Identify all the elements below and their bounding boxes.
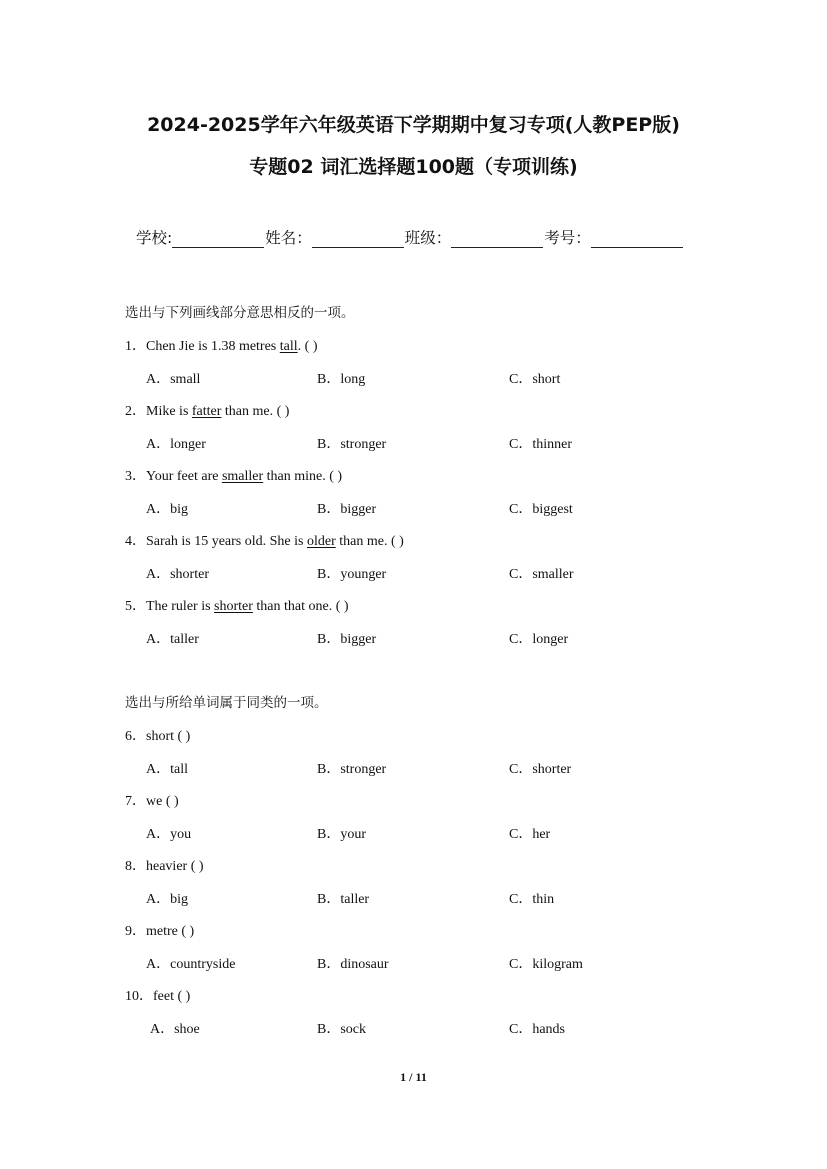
underlined-word: tall <box>279 339 298 354</box>
class-label: 班级： <box>404 229 452 247</box>
option-b[interactable]: B．long <box>317 372 366 387</box>
option-b[interactable]: B．younger <box>317 567 387 582</box>
underlined-word: fatter <box>191 404 222 419</box>
question-stem: 3．Your feet are smaller than mine. ( ) <box>125 469 343 484</box>
option-b[interactable]: B．taller <box>317 892 370 907</box>
question-stem: 10．feet ( ) <box>125 989 191 1004</box>
option-a[interactable]: A．big <box>146 892 188 907</box>
option-a[interactable]: A．tall <box>146 762 188 777</box>
name-blank[interactable] <box>312 230 404 248</box>
option-a[interactable]: A．small <box>146 372 201 387</box>
question-stem: 9．metre ( ) <box>125 924 195 939</box>
underlined-word: older <box>306 534 336 549</box>
option-a[interactable]: A．big <box>146 502 188 517</box>
option-c[interactable]: C．hands <box>509 1022 565 1037</box>
option-c[interactable]: C．short <box>509 372 561 387</box>
underlined-word: shorter <box>214 599 253 614</box>
question-stem: 5．The ruler is shorter than that one. ( ) <box>125 599 349 614</box>
option-c[interactable]: C．thinner <box>509 437 572 452</box>
option-c[interactable]: C．smaller <box>509 567 574 582</box>
document-title: 2024-2025学年六年级英语下学期期中复习专项(人教PEP版) <box>147 114 680 136</box>
option-a[interactable]: A．shoe <box>150 1022 200 1037</box>
option-a[interactable]: A．countryside <box>146 957 236 972</box>
option-a[interactable]: A．longer <box>146 437 206 452</box>
document-subtitle: 专题02 词汇选择题100题（专项训练) <box>249 156 578 178</box>
option-b[interactable]: B．your <box>317 827 366 842</box>
page-number: 1 / 11 <box>400 1070 427 1084</box>
option-a[interactable]: A．shorter <box>146 567 209 582</box>
question-stem: 2．Mike is fatter than me. ( ) <box>125 404 290 419</box>
option-b[interactable]: B．sock <box>317 1022 366 1037</box>
option-b[interactable]: B．stronger <box>317 437 387 452</box>
option-b[interactable]: B．bigger <box>317 502 377 517</box>
option-c[interactable]: C．kilogram <box>509 957 583 972</box>
question-stem: 6．short ( ) <box>125 729 191 744</box>
question-stem: 7．we ( ) <box>125 794 179 809</box>
option-c[interactable]: C．thin <box>509 892 555 907</box>
name-label: 姓名： <box>265 229 312 247</box>
question-stem: 1．Chen Jie is 1.38 metres tall. ( ) <box>125 339 318 354</box>
class-blank[interactable] <box>451 230 543 248</box>
option-c[interactable]: C．longer <box>509 632 569 647</box>
option-c[interactable]: C．her <box>509 827 551 842</box>
option-b[interactable]: B．stronger <box>317 762 387 777</box>
option-c[interactable]: C．shorter <box>509 762 572 777</box>
exam-number-blank[interactable] <box>591 230 683 248</box>
student-info-row <box>136 226 684 248</box>
section-instruction: 选出与下列画线部分意思相反的一项。 <box>125 305 355 321</box>
question-stem: 4．Sarah is 15 years old. She is older than me. ( ) <box>125 534 404 549</box>
option-c[interactable]: C．biggest <box>509 502 573 517</box>
section-instruction: 选出与所给单词属于同类的一项。 <box>125 695 328 711</box>
school-blank[interactable] <box>172 230 264 248</box>
option-b[interactable]: B．dinosaur <box>317 957 389 972</box>
option-a[interactable]: A．taller <box>146 632 199 647</box>
option-a[interactable]: A．you <box>146 827 192 842</box>
school-label: 学校: <box>136 229 173 247</box>
question-stem: 8．heavier ( ) <box>125 859 204 874</box>
exam-number-label: 考号： <box>544 229 591 247</box>
underlined-word: smaller <box>221 469 264 484</box>
option-b[interactable]: B．bigger <box>317 632 377 647</box>
